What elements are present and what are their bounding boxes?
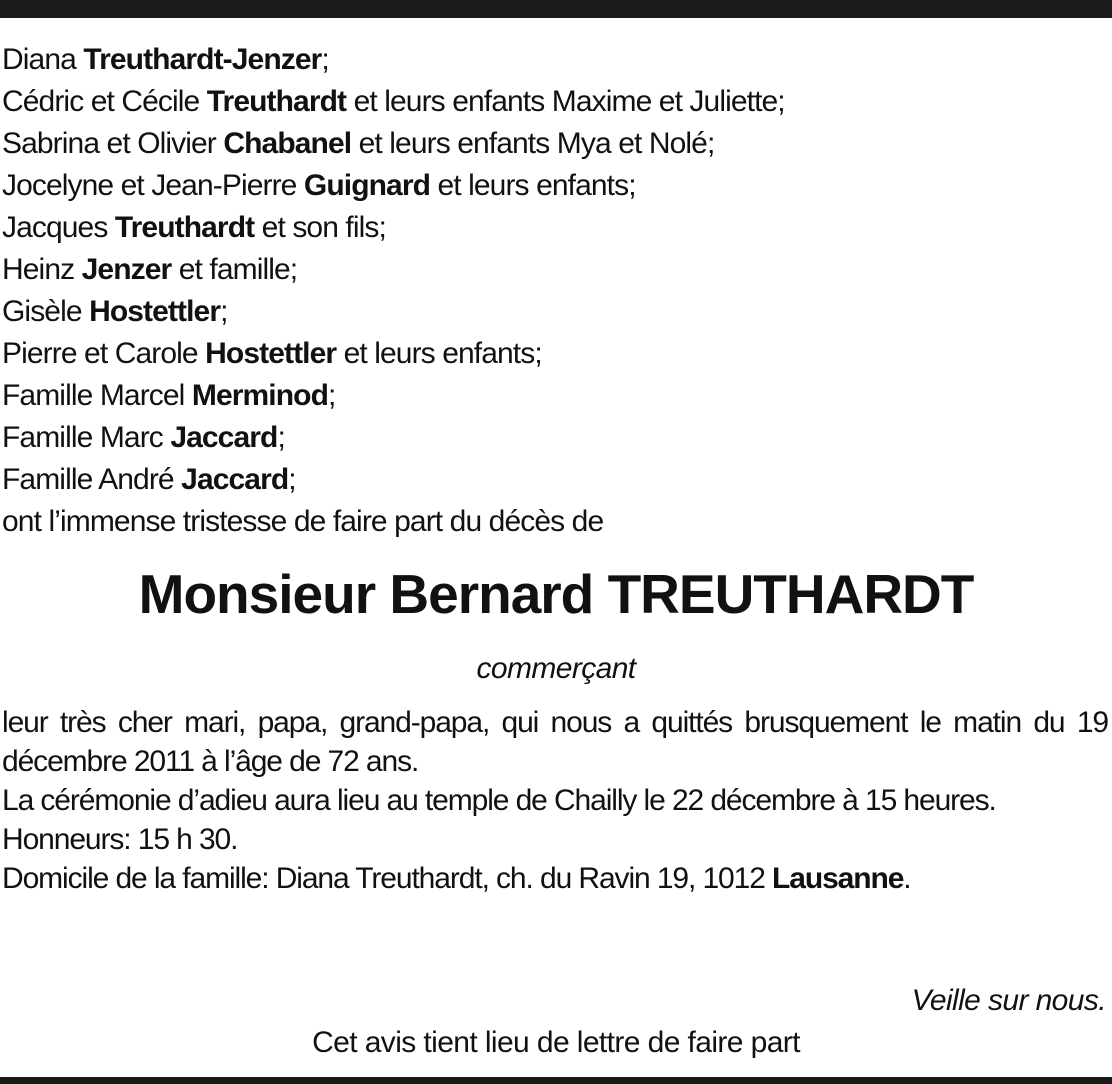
bottom-rule <box>0 1077 1112 1084</box>
notice-body <box>2 703 1108 898</box>
family-line-text: Jacques <box>2 211 115 244</box>
family-surname: Treuthardt <box>206 85 347 118</box>
family-surname: Guignard <box>303 169 431 202</box>
family-line-text: ; <box>288 463 296 496</box>
domicile-city: Lausanne <box>772 862 904 895</box>
announcement-line: ont l’immense tristesse de faire part du décès de <box>2 505 604 538</box>
family-surname: Treuthardt-Jenzer <box>83 43 322 76</box>
family-line-text: et leurs enfants; <box>336 337 542 370</box>
top-rule <box>0 0 1112 18</box>
family-line <box>2 123 1102 165</box>
family-surname: Hostettler <box>205 337 337 370</box>
family-line-text: ; <box>328 379 336 412</box>
family-line-text: et leurs enfants Maxime et Juliette; <box>346 85 785 118</box>
family-line <box>2 39 1102 81</box>
family-surname: Jaccard <box>181 463 289 496</box>
family-line <box>2 333 1102 375</box>
notice-footer: Cet avis tient lieu de lettre de faire part <box>312 1026 800 1059</box>
family-line <box>2 459 1102 501</box>
family-line <box>2 375 1102 417</box>
family-line-text: Famille Marcel <box>2 379 192 412</box>
family-line <box>2 165 1102 207</box>
family-line-text: Famille André <box>2 463 182 496</box>
family-line-text: et leurs enfants Mya et Nolé; <box>351 127 715 160</box>
honours-paragraph: Honneurs: 15 h 30. <box>2 823 238 856</box>
family-line-text: et famille; <box>171 253 298 286</box>
family-line <box>2 249 1102 291</box>
family-line-text: et son fils; <box>254 211 386 244</box>
family-line-text: Cédric et Cécile <box>2 85 207 118</box>
passing-paragraph: leur très cher mari, papa, grand-papa, qui nous a quittés brusquement le matin du 19 décembre 2011 à l’âge de 72 ans. <box>2 706 1108 778</box>
family-line-text: ; <box>277 421 285 454</box>
family-line-text: ; <box>321 43 329 76</box>
closing-phrase: Veille sur nous. <box>911 984 1106 1017</box>
domicile-address: Domicile de la famille: Diana Treuthardt, ch. du Ravin 19, 1012 <box>2 862 773 895</box>
domicile-punctuation: . <box>903 862 911 895</box>
family-line <box>2 417 1102 459</box>
family-line <box>2 291 1102 333</box>
family-surname: Treuthardt <box>114 211 255 244</box>
deceased-profession: commerçant <box>476 652 636 685</box>
family-line-text: Gisèle <box>2 295 90 328</box>
domicile-paragraph <box>2 859 1108 898</box>
family-line <box>2 207 1102 249</box>
family-surname: Chabanel <box>223 127 352 160</box>
deceased-name: Monsieur Bernard TREUTHARDT <box>138 563 974 625</box>
family-line-text: Heinz <box>2 253 82 286</box>
family-line-text: Jocelyne et Jean-Pierre <box>2 169 304 202</box>
ceremony-paragraph: La cérémonie d’adieu aura lieu au temple de Chailly le 22 décembre à 15 heures. <box>2 784 996 817</box>
family-line-text: ; <box>220 295 228 328</box>
family-line-text: et leurs enfants; <box>430 169 636 202</box>
family-line-text: Famille Marc <box>2 421 171 454</box>
family-surname: Merminod <box>191 379 329 412</box>
family-surname: Jenzer <box>81 253 172 286</box>
family-line <box>2 81 1102 123</box>
family-list <box>2 39 1102 543</box>
family-line-text: Pierre et Carole <box>2 337 206 370</box>
family-surname: Jaccard <box>170 421 278 454</box>
family-line-text: Diana <box>2 43 84 76</box>
family-surname: Hostettler <box>89 295 221 328</box>
family-line-text: Sabrina et Olivier <box>2 127 224 160</box>
